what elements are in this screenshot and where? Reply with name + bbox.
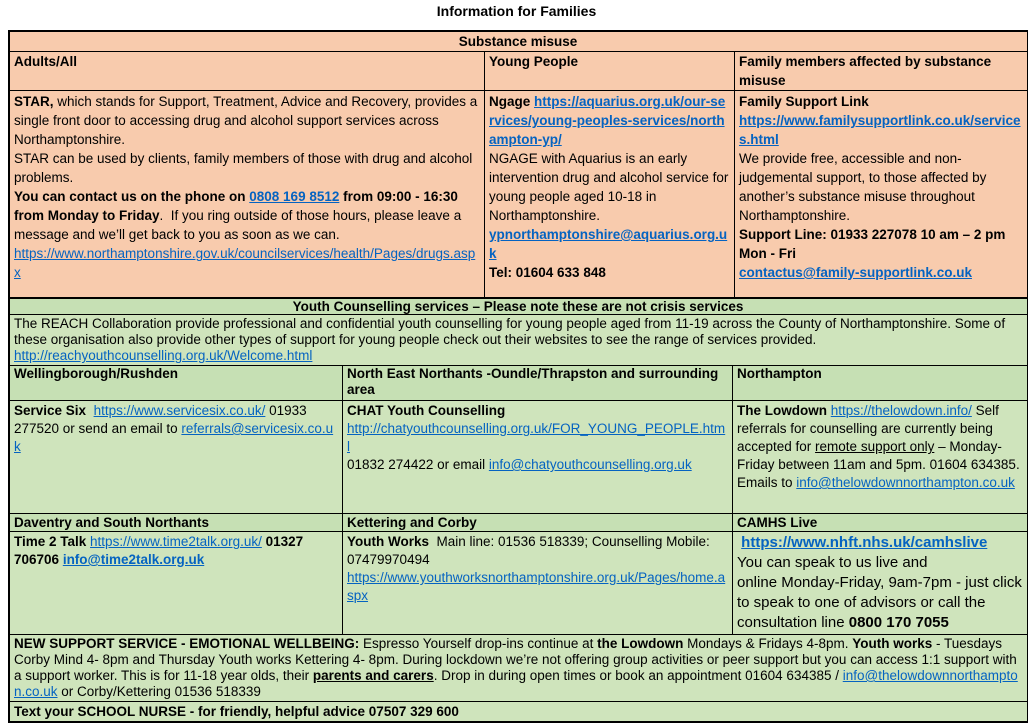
paragraph [737, 553, 1022, 573]
text-run: Support Line: 01933 227078 10 am – 2 pm Mon - Fri [739, 227, 1010, 261]
paragraph [347, 456, 727, 474]
hyperlink[interactable]: http://chatyouthcounselling.org.uk/FOR_YOUNG_PEOPLE.html [347, 421, 726, 454]
cell-adults-all-star [10, 91, 485, 298]
text-run: You can contact us on the phone on [14, 189, 250, 204]
text-run: Service Six [14, 403, 94, 418]
cell-youth-works [343, 532, 733, 635]
hyperlink[interactable]: https://aquarius.org.uk/our-services/young-peoples-services/northampton-yp/ [489, 94, 726, 147]
header-daventry-south-northants: Daventry and South Northants [10, 514, 343, 532]
region-header-row-2 [10, 514, 1028, 532]
header-northampton: Northampton [733, 366, 1028, 401]
text-run: . Drop in during open times or book an appointment 01604 634385 / [433, 668, 843, 683]
text-run: from 09:00 - 16:30 from Monday to Friday [14, 189, 462, 223]
hyperlink[interactable]: https://www.time2talk.org.uk/ [90, 534, 262, 549]
hyperlink[interactable]: info@chatyouthcounselling.org.uk [488, 457, 692, 472]
header-wellingborough-rushden: Wellingborough/Rushden [10, 366, 343, 401]
text-run: NEW SUPPORT SERVICE - EMOTIONAL WELLBEING: [14, 636, 360, 651]
paragraph [739, 111, 1022, 149]
hyperlink[interactable]: https://www.nhft.nhs.uk/camhslive [741, 534, 988, 551]
paragraph [347, 420, 727, 456]
paragraph [737, 402, 1022, 492]
hyperlink[interactable]: ypnorthamptonshire@aquarius.org.uk [489, 227, 728, 261]
col-header-family-members: Family members affected by substance misuse [735, 52, 1028, 91]
substance-misuse-header: Substance misuse [10, 32, 1028, 52]
hyperlink[interactable]: https://www.youthworksnorthamptonshire.org.uk/Pages/home.aspx [347, 570, 726, 603]
header-north-east-northants: North East Northants -Oundle/Thrapston and surrounding area [343, 366, 733, 401]
cell-camhs-live [733, 532, 1028, 635]
hyperlink[interactable]: info@time2talk.org.uk [62, 552, 205, 567]
text-run: The Lowdown [737, 403, 831, 418]
text-run: Youth Works [347, 534, 430, 549]
hyperlink[interactable]: https://thelowdown.info/ [830, 403, 972, 418]
text-run: the Lowdown [597, 636, 684, 651]
hyperlink[interactable]: https://www.familysupportlink.co.uk/services.html [739, 113, 1021, 147]
text-run: Main line: 01536 518339; Counselling Mobile: 07479970494 [347, 534, 714, 567]
text-run: – Monday-Friday between 11am and 5pm. 01604 634385. Emails to [737, 439, 1024, 490]
text-run: You can speak to us live and [737, 554, 928, 571]
hyperlink[interactable]: https://www.northamptonshire.gov.uk/councilservices/health/Pages/drugs.aspx [14, 246, 476, 280]
paragraph [14, 149, 479, 187]
paragraph [14, 348, 1022, 364]
header-kettering-corby: Kettering and Corby [343, 514, 733, 532]
paragraph [14, 244, 479, 282]
cell-new-support-service [10, 635, 1028, 702]
cell-time-2-talk [10, 532, 343, 635]
youth-counselling-section [9, 298, 1028, 722]
paragraph [739, 263, 1022, 282]
cell-service-six [10, 401, 343, 514]
text-run: 0800 170 7055 [848, 614, 949, 631]
text-run: Family Support Link [739, 94, 869, 109]
cell-the-lowdown [733, 401, 1028, 514]
paragraph [347, 569, 727, 605]
text-run: CHAT Youth Counselling [347, 403, 506, 418]
region-content-row-2 [10, 532, 1028, 635]
text-run: or Corby/Kettering 01536 518339 [57, 684, 261, 699]
cell-family-support-link [735, 91, 1028, 298]
paragraph [489, 149, 733, 225]
hyperlink[interactable]: contactus@family-supportlink.co.uk [739, 265, 972, 280]
paragraph [14, 316, 1022, 348]
hyperlink[interactable]: https://www.servicesix.co.uk/ [93, 403, 266, 418]
paragraph [14, 92, 479, 149]
region-header-row-1 [10, 366, 1028, 401]
text-run: Self referrals for counselling are currently being accepted for [737, 403, 1003, 454]
paragraph [737, 533, 1022, 553]
paragraph [14, 187, 479, 244]
text-run: online Monday-Friday, 9am-7pm - just click to speak to one of advisors or call the consultation line [737, 574, 1026, 631]
substance-column-header-row [10, 52, 1028, 91]
text-run: STAR can be used by clients, family members of those with drug and alcohol problems. [14, 151, 476, 185]
paragraph [347, 402, 727, 420]
paragraph [14, 533, 337, 569]
paragraph [14, 703, 1022, 720]
paragraph [14, 402, 337, 456]
text-run: 01327 706706 [14, 534, 307, 567]
header-camhs-live: CAMHS Live [733, 514, 1028, 532]
paragraph [14, 636, 1022, 700]
paragraph [489, 225, 729, 263]
paragraph [739, 149, 1022, 225]
text-run: parents and carers [312, 668, 434, 683]
text-run: Espresso Yourself drop-ins continue at [359, 636, 598, 651]
text-run: 01832 274422 or email [347, 457, 489, 472]
text-run: Time 2 Talk [14, 534, 91, 549]
col-header-adults-all: Adults/All [10, 52, 485, 91]
cell-chat-youth-counselling [343, 401, 733, 514]
text-run: The REACH Collaboration provide professional and confidential youth counselling for young people aged from 11-19 across the County of Northamptonshire. Some of these organisation also provide other types of support for young people check out their websites to see the range of services provided. [14, 316, 1009, 347]
text-run: remote support only [815, 439, 935, 454]
cell-reach-intro [10, 315, 1028, 366]
col-header-young-people: Young People [485, 52, 735, 91]
substance-misuse-section [9, 31, 1028, 298]
text-run: We provide free, accessible and non-judgemental support, to those affected by another’s substance misuse throughout Northamptonshire. [739, 151, 991, 223]
youth-counselling-header: Youth Counselling services – Please note these are not crisis services [10, 299, 1028, 315]
text-run: which stands for Support, Treatment, Advice and Recovery, provides a single front door to accessing drug and alcohol support services across Northamptonshire. [14, 94, 481, 147]
substance-content-row [10, 91, 1028, 298]
paragraph [489, 92, 729, 149]
text-run: Ngage [489, 94, 535, 109]
paragraph [739, 92, 1022, 111]
text-run: NGAGE with Aquarius is an early intervention drug and alcohol service for young people aged 10-18 in Northamptonshire. [489, 151, 733, 223]
hyperlink[interactable]: info@thelowdownnorthampton.co.uk [796, 475, 1015, 490]
cell-young-people-ngage [485, 91, 735, 298]
paragraph [739, 225, 1022, 263]
cell-school-nurse [10, 702, 1028, 722]
text-run: Mondays & Fridays 4-8pm. [683, 636, 853, 651]
hyperlink[interactable]: http://reachyouthcounselling.org.uk/Welcome.html [14, 348, 313, 363]
region-content-row-1 [10, 401, 1028, 514]
text-run: 01933 277520 or send an email to [14, 403, 311, 436]
information-table [8, 30, 1028, 723]
text-run: Youth works [852, 636, 933, 651]
paragraph [489, 263, 729, 282]
text-run: Tel: 01604 633 848 [489, 265, 606, 280]
page-title: Information for Families [436, 3, 597, 19]
text-run: - Tuesdays Corby Mind 4- 8pm and Thursday Youth works Kettering 4- 8pm. During lockdown we’re not offering group activities or peer support but you can access 1:1 support with a support worker. This is for 11-18 year olds, their [14, 636, 1021, 683]
paragraph [347, 533, 727, 569]
text-run: STAR, [14, 94, 54, 109]
hyperlink[interactable]: referrals@servicesix.co.uk [14, 421, 334, 454]
text-run: . If you ring outside of those hours, please leave a message and we’ll get back to you as soon as we can. [14, 208, 465, 242]
hyperlink[interactable]: info@thelowdownnorthampton.co.uk [14, 668, 1018, 699]
paragraph [737, 573, 1026, 633]
text-run: Text your SCHOOL NURSE - for friendly, helpful advice 07507 329 600 [14, 704, 459, 719]
hyperlink[interactable]: 0808 169 8512 [249, 189, 340, 204]
